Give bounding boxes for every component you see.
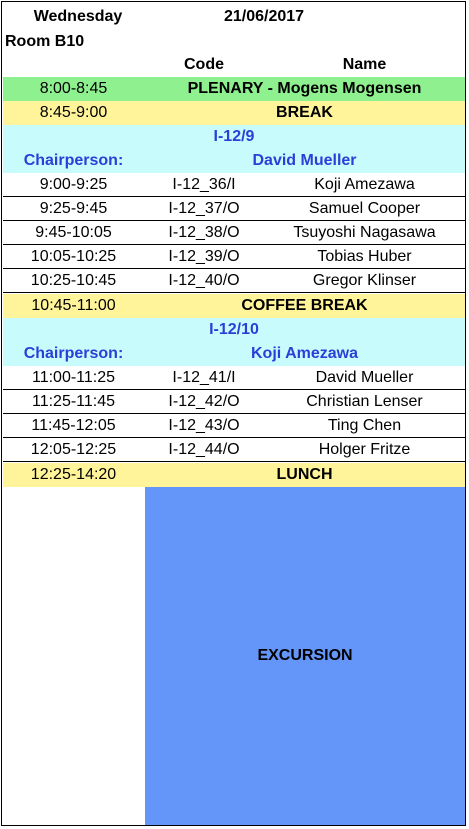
talk-code: I-12_44/O (168, 440, 240, 458)
talk-row (3, 414, 465, 438)
talk-speaker: Tobias Huber (317, 247, 412, 265)
coffee-break-row (3, 294, 465, 318)
talk-time: 9:00-9:25 (39, 175, 108, 193)
talk-time: 9:25-9:45 (39, 199, 108, 217)
session2-title-row (3, 318, 465, 342)
talk-code: I-12_41/I (172, 368, 236, 386)
break-row (3, 101, 465, 125)
session2-chair-label: Chairperson: (23, 345, 124, 362)
talk-speaker: Holger Fritze (318, 440, 411, 458)
session1-title-row (3, 125, 465, 149)
talk-code: I-12_38/O (168, 223, 240, 241)
talk-speaker: Samuel Cooper (308, 199, 421, 217)
coffee-break-time: 10:45-11:00 (31, 297, 116, 314)
talk-row (3, 438, 465, 462)
lunch-row (3, 463, 465, 487)
lunch-label: LUNCH (276, 466, 333, 483)
talk-time: 12:05-12:25 (30, 440, 117, 458)
session2-title: I-12/10 (209, 321, 259, 338)
talk-row (3, 390, 465, 414)
talk-row (3, 173, 465, 197)
session1-chair-name: David Mueller (252, 152, 357, 169)
talk-code: I-12_36/I (172, 175, 236, 193)
session1-title: I-12/9 (213, 128, 255, 145)
talk-code: I-12_43/O (168, 416, 240, 434)
code-column-header: Code (184, 56, 224, 73)
talk-speaker: Koji Amezawa (314, 175, 415, 193)
date-label: 21/06/2017 (223, 8, 305, 25)
talk-speaker: Ting Chen (327, 416, 402, 434)
talk-time: 10:25-10:45 (30, 271, 117, 289)
session2-chair-row (3, 342, 465, 366)
session1-chair-label: Chairperson: (23, 152, 124, 169)
break-time: 8:45-9:00 (39, 104, 108, 121)
talk-time: 9:45-10:05 (35, 223, 112, 241)
header-row (3, 5, 465, 29)
talk-code: I-12_42/O (168, 392, 240, 410)
break-label: BREAK (276, 104, 333, 121)
excursion-block (145, 487, 465, 825)
name-column-header: Name (342, 56, 387, 73)
talk-time: 10:05-10:25 (30, 247, 117, 265)
day-label: Wednesday (33, 8, 123, 25)
room-row (3, 30, 465, 54)
plenary-row (3, 77, 465, 101)
talk-time: 11:25-11:45 (31, 392, 116, 410)
plenary-time: 8:00-8:45 (39, 80, 108, 97)
talk-code: I-12_37/O (168, 199, 240, 217)
talk-row (3, 366, 465, 390)
talk-speaker: Gregor Klinser (312, 271, 417, 289)
afternoon-empty-cell (3, 487, 145, 825)
session1-chair-row (3, 149, 465, 173)
talk-row (3, 269, 465, 293)
talk-code: I-12_39/O (168, 247, 240, 265)
room-label: Room B10 (5, 33, 85, 50)
plenary-label: PLENARY - Mogens Mogensen (187, 80, 422, 97)
talk-speaker: Tsuyoshi Nagasawa (293, 223, 436, 241)
talk-speaker: Christian Lenser (306, 392, 423, 410)
talk-code: I-12_40/O (168, 271, 240, 289)
talk-speaker: David Mueller (315, 368, 414, 386)
lunch-time: 12:25-14:20 (30, 466, 117, 483)
session2-chair-name: Koji Amezawa (251, 345, 358, 362)
coffee-break-label: COFFEE BREAK (241, 297, 368, 314)
column-header-row (3, 53, 465, 77)
talk-time: 11:00-11:25 (31, 368, 116, 386)
talk-row (3, 221, 465, 245)
talk-row (3, 197, 465, 221)
excursion-label: EXCURSION (257, 647, 353, 664)
talk-time: 11:45-12:05 (31, 416, 116, 434)
talk-row (3, 245, 465, 269)
